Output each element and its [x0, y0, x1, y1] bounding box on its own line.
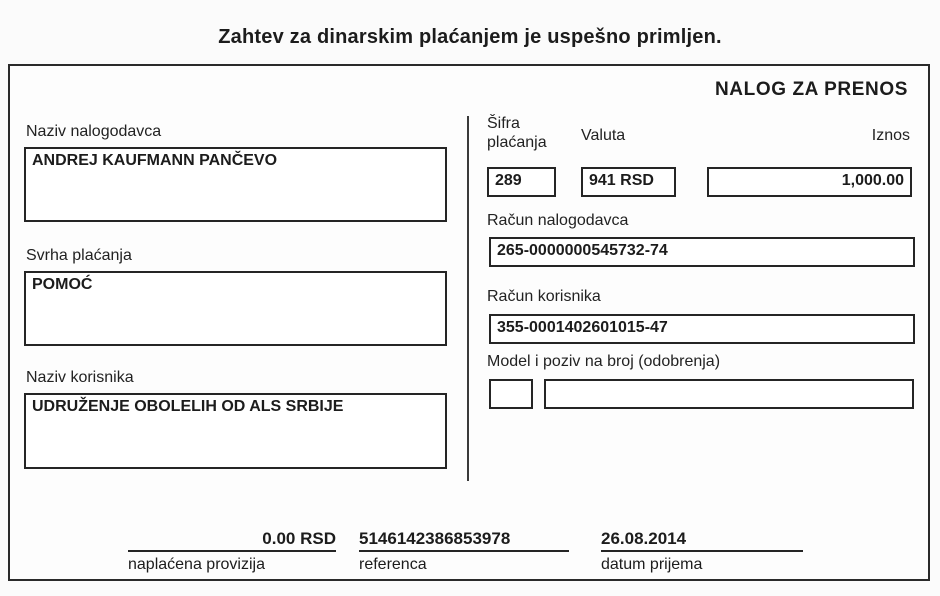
commission-value: 0.00 RSD — [128, 528, 336, 552]
column-divider — [467, 116, 469, 481]
payer-account-label: Račun nalogodavca — [487, 212, 629, 229]
payer-name-label: Naziv nalogodavca — [26, 123, 162, 140]
beneficiary-name-label: Naziv korisnika — [26, 369, 134, 386]
reference-group — [359, 528, 569, 574]
payment-code-field[interactable]: 289 — [487, 167, 556, 197]
reference-label: referenca — [359, 556, 427, 573]
payment-purpose-label: Svrha plaćanja — [26, 247, 132, 264]
currency-field[interactable]: 941 RSD — [581, 167, 676, 197]
transfer-order-form — [8, 64, 930, 581]
form-title: NALOG ZA PRENOS — [714, 79, 908, 100]
amount-field[interactable]: 1,000.00 — [707, 167, 912, 197]
success-message: Zahtev za dinarskim plaćanjem je uspešno primljen. — [218, 26, 722, 48]
model-field[interactable] — [489, 379, 533, 409]
receipt-date-value: 26.08.2014 — [601, 528, 803, 552]
commission-group — [128, 528, 336, 574]
currency-label: Valuta — [581, 127, 626, 144]
beneficiary-name-field[interactable]: UDRUŽENJE OBOLELIH OD ALS SRBIJE — [24, 393, 447, 469]
reference-value: 5146142386853978 — [359, 528, 569, 552]
payment-code-label: Šifra plaćanja — [487, 115, 547, 151]
payer-name-field[interactable]: ANDREJ KAUFMANN PANČEVO — [24, 147, 447, 222]
beneficiary-account-field[interactable]: 355-0001402601015-47 — [489, 314, 915, 344]
receipt-date-group — [601, 528, 803, 574]
beneficiary-account-label: Račun korisnika — [487, 288, 601, 305]
amount-label: Iznos — [871, 127, 910, 144]
payment-purpose-field[interactable]: POMOĆ — [24, 271, 447, 346]
commission-label: naplaćena provizija — [128, 556, 265, 573]
model-reference-label: Model i poziv na broj (odobrenja) — [487, 353, 721, 370]
reference-number-field[interactable] — [544, 379, 914, 409]
payer-account-field[interactable]: 265-0000000545732-74 — [489, 237, 915, 267]
receipt-date-label: datum prijema — [601, 556, 703, 573]
